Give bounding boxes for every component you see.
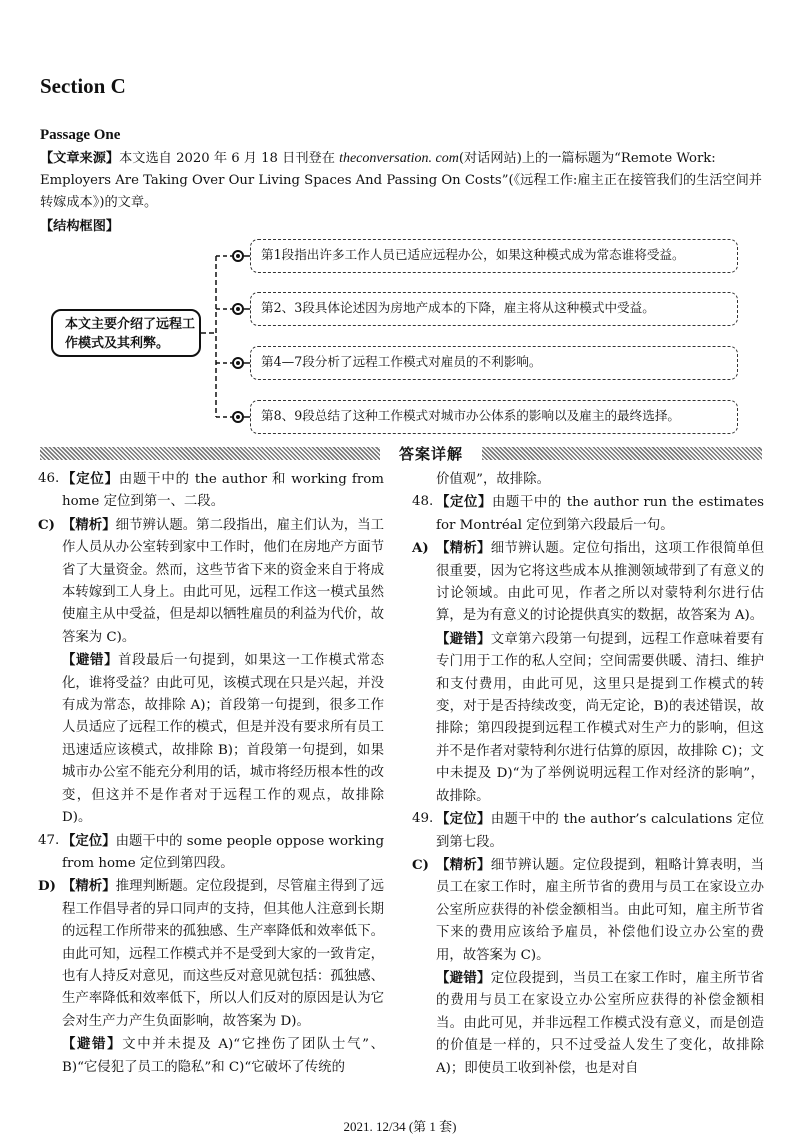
answer-paragraph [38,649,384,829]
paragraph-text: 细节辨认题。第二段指出，雇主们认为，当工作人员从办公室转到家中工作时，他们在房地产方面节省了大量资金。然而，这些节省下来的资金来自于将成本转嫁到工人身上。由此可见，远程工作这一模式虽然使雇主从中受益，但是却以牺牲雇员的利益为代价，故答案为 C)。 [62,517,384,645]
question-number: 46. [38,471,60,486]
paragraph-text: 价值观”，故排除。 [436,472,550,487]
paragraph-tag: 【避错】 [62,1036,123,1053]
paragraph-tag: 【定位】 [62,471,119,487]
answer-paragraph [38,468,384,514]
paragraph-text: 由题干中的 some people oppose working from home 定位到第四段。 [62,833,385,871]
bullet-icon [232,357,244,369]
structure-main-box: 本文主要介绍了远程工作模式及其利弊。 [51,309,201,357]
paragraph-text: 由题干中的 the author 和 working from home 定位到第一、二段。 [62,472,385,510]
source-label: 【文章来源】 [40,151,120,166]
hatch-divider [40,447,380,460]
right-column [412,468,764,1080]
answer-paragraph [38,514,384,649]
source-text-a: 本文选自 2020 年 6 月 18 日刊登在 [119,151,340,166]
answer-paragraph [412,967,764,1080]
paragraph-text: 由题干中的 the author run the estimates for Montréal 定位到第六段最后一句。 [436,495,765,533]
page-footer: 2021. 12/34 (第 1 套) [343,1119,457,1134]
answer-paragraph [38,1033,384,1079]
answer-option: A) [412,540,429,557]
article-source [40,148,762,214]
bullet-icon [232,250,244,262]
answer-option: C) [412,856,429,873]
passage-title: Passage One [40,127,121,143]
paragraph-text: 细节辨认题。定位段提到，粗略计算表明，当员工在家工作时，雇主所节省的费用与员工在家设立办公室所应获得的补偿金额相当。由此可知，雇主所节省下来的费用应该给予雇员，补偿他们设立办公室的费用，故答案为 C)。 [436,857,765,963]
source-text-b: (对话网站)上的一篇标题为“Remote Work: Employers Are Taking Over Our Living Spaces And Passing On Costs”(《远程工作:雇主正在接管我们的生活空间并转嫁成本》)的文章。 [40,151,762,210]
structure-branch-2: 第2、3段具体论述因为房地产成本的下降，雇主将从这种模式中受益。 [250,292,738,326]
answer-paragraph [412,537,764,628]
structure-branch-1: 第1段指出许多工作人员已适应远程办公，如果这种模式成为常态谁将受益。 [250,239,738,273]
answer-paragraph [412,854,764,967]
paragraph-tag: 【定位】 [436,811,491,828]
left-column [38,468,384,1079]
answer-paragraph [412,808,764,854]
paragraph-text: 首段最后一句提到，如果这一工作模式常态化，谁将受益？由此可见，该模式现在只是兴起，并没有成为常态，故排除 A)；首段第一句提到，很多工作人员适应了远程工作的模式，但是并没有要求所有员工迅速适应该模式，故排除 B)；首段第一句提到，如果城市办公室不能充分利用的话，城市将经历根本性的改变，但这并不是作者对于远程工作的观点，故排除 D)。 [62,653,385,826]
paragraph-text: 文中并未提及 A)“它挫伤了团队士气”、B)“它侵犯了员工的隐私”和 C)“它破坏了传统的 [62,1037,385,1075]
answer-paragraph [412,491,764,537]
section-title: Section C [40,74,126,98]
paragraph-tag: 【避错】 [436,969,491,986]
question-number: 48. [412,494,434,510]
paragraph-tag: 【精析】 [436,856,491,873]
source-site: theconversation. com [339,151,459,166]
paragraph-tag: 【避错】 [436,630,491,647]
paragraph-tag: 【精析】 [62,516,116,533]
paragraph-text: 由题干中的 the author’s calculations 定位到第七段。 [436,812,764,850]
answer-option: C) [38,516,55,533]
answer-paragraph [412,628,764,808]
bullet-icon [232,303,244,315]
structure-label: 【结构框图】 [40,219,120,234]
bullet-icon [232,411,244,423]
question-number: 49. [412,811,434,827]
hatch-divider [482,447,762,460]
paragraph-text: 细节辨认题。定位句指出，这项工作很简单但很重要，因为它将这些成本从推测领域带到了有意义的讨论领域。由此可见，作者之所以对蒙特利尔进行估算，是为有意义的讨论提供真实的数据，故答案为 A)。 [436,541,765,624]
paragraph-tag: 【避错】 [62,652,119,669]
paragraph-tag: 【精析】 [436,540,491,557]
paragraph-text: 推理判断题。定位段提到，尽管雇主得到了远程工作倡导者的异口同声的支持，但其他人注意到长期的远程工作所带来的孤独感、生产率降低和效率低下。由此可知，远程工作模式并不是受到大家的一致肯定，也有人持反对意见，而这些反对意见就包括：孤独感、生产率降低和效率低下，所以人们反对的原因是认为它会对生产力产生负面影响，故答案为 D)。 [62,879,384,1029]
structure-branch-4: 第8、9段总结了这种工作模式对城市办公体系的影响以及雇主的最终选择。 [250,400,738,434]
question-number: 47. [38,832,60,848]
paragraph-text: 文章第六段第一句提到，远程工作意味着要有专门用于工作的私人空间；空间需要供暖、清扫、维护和支付费用，由此可见，这里只是提到工作模式的转变，对于是否持续改变，尚无定论，B)的表述错误，故排除；第四段提到远程工作模式对生产力的影响，但这并不是作者对蒙特利尔进行估算的原因，故排除 C)；文中未提及 D)“为了举例说明远程工作对经济的影响”，故排除。 [436,631,765,804]
paragraph-text: 定位段提到，当员工在家工作时，雇主所节省的费用与员工在家设立办公室所应获得的补偿金额相当。由此可见，并非远程工作模式没有意义，而是创造的价值是一样的，只不过受益人发生了变化，故排除 A)；即使员工收到补偿，也是对自 [436,970,765,1076]
paragraph-tag: 【精析】 [62,878,116,895]
paragraph-tag: 【定位】 [62,832,116,849]
structure-branch-3: 第4—7段分析了远程工作模式对雇员的不利影响。 [250,346,738,380]
answer-paragraph [38,875,384,1033]
answers-header [40,444,762,462]
answer-paragraph [38,830,384,876]
answer-paragraph [412,468,764,491]
paragraph-tag: 【定位】 [436,494,492,511]
answer-option: D) [38,878,56,895]
answers-title: 答案详解 [380,443,482,464]
